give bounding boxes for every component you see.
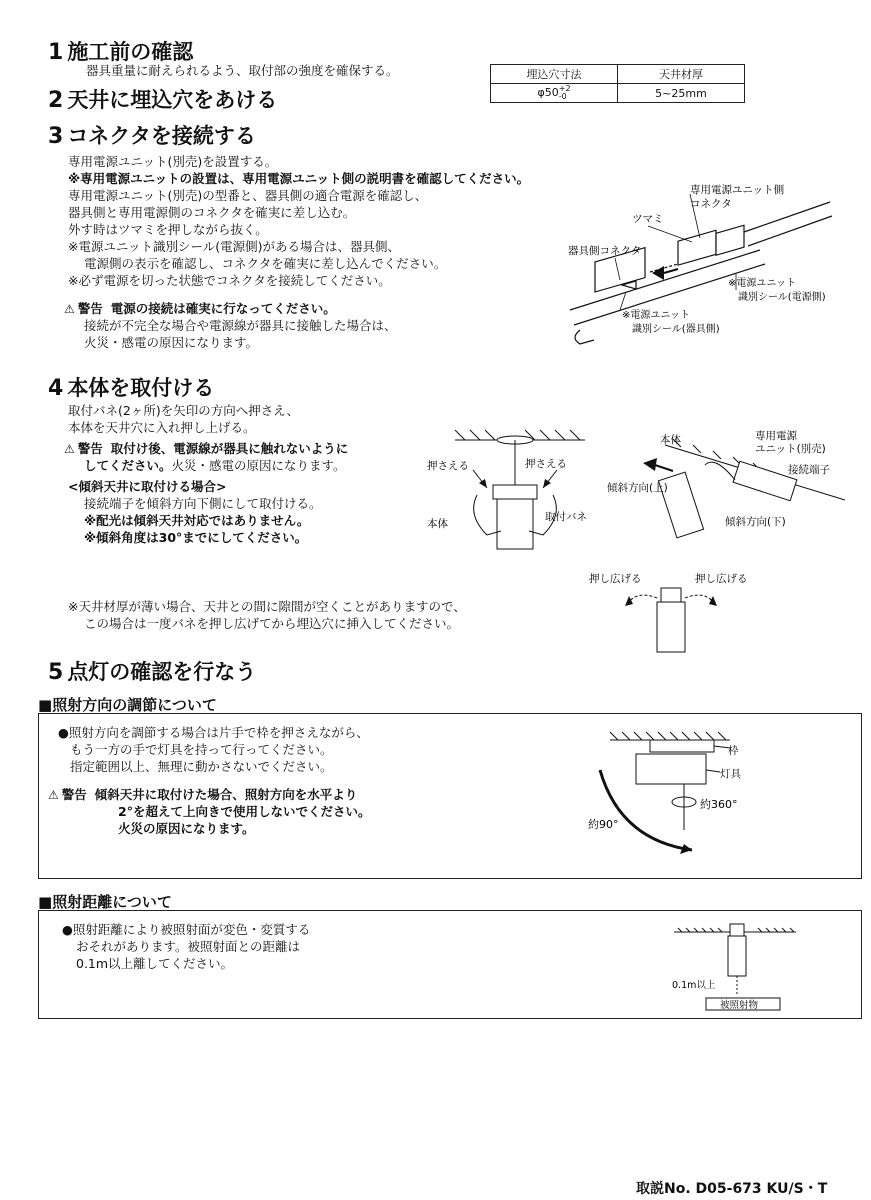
rotation-label: 約360° — [700, 798, 738, 811]
target-label: 被照射物 — [720, 1000, 759, 1011]
spec-table — [490, 64, 745, 103]
step3-line-2: ※専用電源ユニットの設置は、専用電源ユニット側の説明書を確認してください。 — [68, 171, 530, 186]
aim-line-1: ●照射方向を調節する場合は片手で枠を押さえながら、 — [58, 725, 369, 740]
aim-line-3: 指定範囲以上、無理に動かさないでください。 — [70, 759, 333, 774]
slope-line-2: ※配光は傾斜天井対応ではありません。 — [84, 513, 310, 528]
slope-diagram — [605, 425, 855, 535]
step3-warning: ⚠ 警告 電源の接続は確実に行なってください。 — [64, 301, 336, 316]
step4-warning-2: してください。火災・感電の原因になります。 — [84, 458, 346, 473]
spec-header-thickness: 天井材厚 — [618, 65, 745, 84]
connector-diagram — [560, 180, 850, 350]
distance-line-3: 0.1m以上離してください。 — [76, 956, 234, 971]
install-diagram — [425, 425, 615, 555]
step4-line-1: 取付バネ(2ヶ所)を矢印の方向へ押さえ、 — [68, 403, 299, 418]
step3-warning-line-2: 火災・感電の原因になります。 — [84, 335, 259, 350]
warning-icon: ⚠ — [48, 788, 59, 802]
warning-icon: ⚠ — [64, 442, 75, 456]
press-right-label: 押さえる — [525, 458, 567, 470]
spec-hole-value: φ50+2 -0 — [491, 84, 618, 103]
power-seal-label-2: 識別シール(電源側) — [738, 292, 826, 303]
slope-down-label: 傾斜方向(下) — [725, 516, 786, 528]
power-connector-label-2: コネクタ — [690, 198, 732, 210]
aim-heading: ■ 照射方向の調節について — [38, 694, 217, 715]
power-connector-label-1: 専用電源ユニット側 — [690, 184, 785, 196]
step3-line-5: 外す時はツマミを押しながら抜く。 — [68, 222, 268, 237]
aim-diagram — [580, 730, 780, 855]
distance-line-2: おそれがあります。被照射面との距離は — [76, 939, 301, 954]
spread-right-label: 押し広げる — [695, 573, 748, 585]
aim-line-2: もう一方の手で灯具を持って行ってください。 — [70, 742, 333, 757]
distance-line-1: ●照射距離により被照射面が変色・変質する — [62, 922, 311, 937]
slope-heading: <傾斜天井に取付ける場合> — [68, 479, 227, 494]
aim-warning-2: 2°を超えて上向きで使用しないでください。 — [118, 804, 371, 819]
body-label-b: 本体 — [660, 434, 681, 446]
body-label-a: 本体 — [427, 518, 448, 530]
step4-note-2: この場合は一度バネを押し広げてから埋込穴に挿入してください。 — [84, 616, 460, 631]
fixture-seal-label-2: 識別シール(器具側) — [632, 324, 720, 335]
step3-line-1: 専用電源ユニット(別売)を設置する。 — [68, 154, 278, 169]
spec-thickness-value: 5~25mm — [618, 84, 745, 103]
step3-warning-line-1: 接続が不完全な場合や電源線が器具に接触した場合は、 — [84, 318, 397, 333]
power-unit-label-2: ユニット(別売) — [755, 443, 826, 455]
step4-warning: ⚠ 警告 取付け後、電源線が器具に触れないように — [64, 441, 349, 456]
press-left-label: 押さえる — [427, 460, 469, 472]
fixture-seal-label-1: ※電源ユニット — [622, 310, 690, 321]
warning-icon: ⚠ — [64, 302, 75, 316]
step1-heading: 1 施工前の確認 — [48, 40, 194, 65]
step3-line-7: 電源側の表示を確認し、コネクタを確実に差し込んでください。 — [84, 256, 447, 271]
step4-note-1: ※天井材厚が薄い場合、天井との間に隙間が空くことがありますので、 — [68, 599, 466, 614]
distance-heading: ■ 照射距離について — [38, 891, 172, 912]
frame-label: 枠 — [728, 745, 739, 757]
fixture-connector-label: 器具側コネクタ — [568, 245, 642, 257]
step3-line-3: 専用電源ユニット(別売)の型番と、器具側の適合電源を確認し、 — [68, 188, 428, 203]
tilt-label: 約90° — [588, 818, 619, 831]
spread-diagram — [585, 568, 775, 658]
document-number: 取説No. D05-673 KU/S・T — [636, 1181, 828, 1197]
spring-label: 取付バネ — [545, 511, 587, 523]
aim-warning-3: 火災の原因になります。 — [118, 821, 255, 836]
step3-line-8: ※必ず電源を切った状態でコネクタを接続してください。 — [68, 273, 391, 288]
spread-left-label: 押し広げる — [589, 573, 642, 585]
step1-text: 器具重量に耐えられるよう、取付部の強度を確保する。 — [86, 63, 399, 78]
lamp-label: 灯具 — [720, 768, 741, 780]
step4-line-2: 本体を天井穴に入れ押し上げる。 — [68, 420, 256, 435]
step3-line-4: 器具側と専用電源側のコネクタを確実に差し込む。 — [68, 205, 356, 220]
slope-line-1: 接続端子を傾斜方向下側にして取付ける。 — [84, 496, 322, 511]
step2-heading: 2 天井に埋込穴をあける — [48, 88, 278, 113]
step3-heading: 3 コネクタを接続する — [48, 124, 256, 149]
step3-line-6: ※電源ユニット識別シール(電源側)がある場合は、器具側、 — [68, 239, 400, 254]
terminal-label: 接続端子 — [788, 464, 830, 476]
distance-min-label: 0.1m以上 — [672, 980, 716, 991]
slope-line-3: ※傾斜角度は30°までにしてください。 — [84, 530, 308, 545]
aim-warning: ⚠ 警告 傾斜天井に取付けた場合、照射方向を水平より — [48, 787, 358, 802]
power-unit-label-1: 専用電源 — [755, 430, 797, 442]
power-seal-label-1: ※電源ユニット — [728, 278, 796, 289]
spec-header-hole: 埋込穴寸法 — [491, 65, 618, 84]
distance-diagram — [670, 918, 800, 1013]
step5-heading: 5 点灯の確認を行なう — [48, 660, 257, 685]
knob-label: ツマミ — [632, 213, 664, 225]
step4-heading: 4 本体を取付ける — [48, 376, 215, 401]
slope-up-label: 傾斜方向(上) — [607, 482, 668, 494]
